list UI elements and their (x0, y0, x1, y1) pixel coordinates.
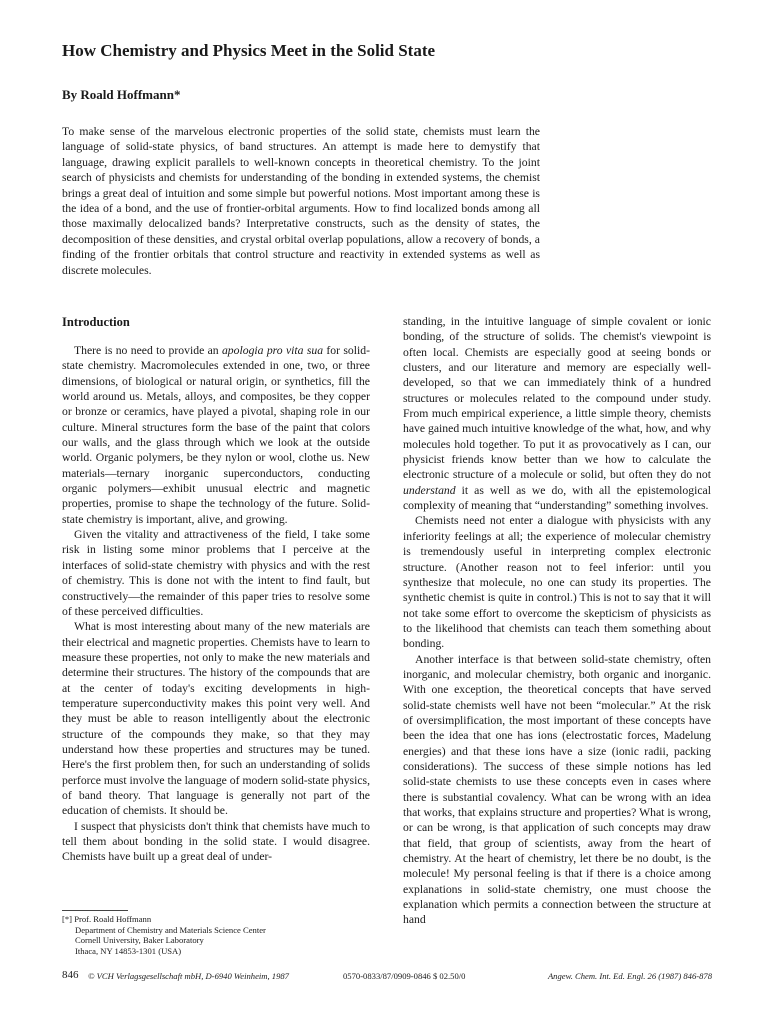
page-number: 846 (62, 969, 79, 981)
footnote-univ: Cornell University, Baker Laboratory (75, 935, 204, 946)
footnote-name-line (62, 914, 382, 925)
article-title: How Chemistry and Physics Meet in the Solid State (62, 41, 436, 60)
paragraph: Another interface is that between solid-state chemistry, often inorganic, and molecular chemistry, both organic and inorganic. With one exception, the theoretical concepts that have served solid-state chemists well have not been “molecular.” At the risk of oversimplification, the most important of these concepts have been the idea that one has ions (electrostatic forces, Madelung energies) and that these ions have a size (ionic radii, packing considerations). The success of these simple notions has led solid-state chemists to use these concepts even in cases where there is substantial covalency. What can be wrong with an idea that works, that explains structure and properties? What is wrong, or can be wrong, is that application of such concepts may draw that field, that group of scientists, away from the heart of chemistry. At the heart of chemistry, let there be no doubt, is the molecule! My personal feeling is that if there is a choice among explanations in solid-state chemistry, one must choose the explanation which permits a connection between the structure at hand (403, 652, 711, 927)
footnote-city: Ithaca, NY 14853-1301 (USA) (75, 945, 182, 956)
italic-phrase: understand (403, 483, 456, 497)
footnote-marker: [*] (62, 914, 73, 924)
text-run: There is no need to provide an (74, 344, 222, 357)
paragraph: I suspect that physicists don't think that chemists have much to tell them about bonding in the solid state. I would disagree. Chemists have built up a great deal of under- (62, 819, 370, 864)
paragraph: Chemists need not enter a dialogue with physicists with any inferiority feelings at all; the experience of molecular chemistry is tremendously useful in interpreting complex electronic structure. (Another reason not to feel inferior: until you synthesize that molecule, no one can study its properties. The synthetic chemist is quite in control.) This is not to say that it will not take some effort to overcome the skepticism of physicists as to the likelihood that chemists can teach them something about bonding. (403, 514, 711, 651)
paragraph: Given the vitality and attractiveness of the field, I take some risk in listing some minor problems that I perceive at the interfaces of solid-state chemistry with physics and with the rest of chemistry. This is done not with the intent to find fault, but constructively—the remainder of this paper tries to resolve some of these perceived difficulties. (62, 528, 370, 618)
footnote-name: Prof. Roald Hoffmann (74, 914, 152, 924)
paragraph (62, 343, 370, 527)
section-heading-introduction: Introduction (62, 315, 130, 329)
author-footnote (62, 914, 382, 956)
author-byline: By Roald Hoffmann* (62, 87, 181, 102)
paragraph: What is most interesting about many of the new materials are their electrical and magnetic properties. Chemists have to learn to measure these properties, not only to make the new materials and determine their structures. The history of the compounds that are at the center of today's exciting developments in high-temperature superconductivity makes this point very well. And they must be able to reason intelligently about the electronic structure of the compounds they make, so that they may understand how these properties and structures may be tuned. Here's the first problem then, for such an understanding of solids perforce must involve the language of modern solid-state physics, of band theory. That language is generally not part of the education of chemists. It should be. (62, 620, 371, 818)
publisher-credit: © VCH Verlagsgesellschaft mbH, D-6940 Weinheim, 1987 (88, 971, 289, 981)
page-footer (62, 971, 712, 985)
right-column (403, 314, 711, 928)
paragraph (403, 314, 711, 513)
footnote-dept: Department of Chemistry and Materials Science Center (75, 924, 266, 935)
text-run: standing, in the intuitive language of simple covalent or ionic bonding, of the structure of solids. The chemist's viewpoint is often local. Chemists are especially good at seeing bonds or clusters, and our literature and memory are especially well-developed, so that we can immediately think of a hundred structures or molecules related to the compound under study. From much empirical experience, a little simple theory, chemists have gained much intuitive knowledge of the what, how, and why molecules hold together. To put it as provocatively as I can, our physicist friends know better than we how to calculate the electronic structure of a molecule or solid, but often they do not (403, 315, 711, 482)
italic-phrase: apologia pro vita sua (221, 344, 324, 357)
left-column (62, 314, 370, 865)
text-run: for solid-state chemistry. Macromolecules extended in one, two, or three dimensions, of biological or natural origin, or synthetics, fill the world around us. Metals, alloys, and composites, be they copper or bronze or ceramics, have played a pivotal, shaping role in our culture. Mineral structures form the base of the paint that colors our walls, and the glass through which we look at the outside world. Organic polymers, be they nylon or wool, clothe us. New materials—ternary inorganic superconductors, conducting organic polymers—exhibit unusual electric and magnetic properties, promise to shape the technology of the future. Solid-state chemistry is important, alive, and growing. (62, 344, 370, 526)
journal-citation: Angew. Chem. Int. Ed. Engl. 26 (1987) 846-878 (547, 971, 712, 981)
text-run: it as well as we do, with all the epistemological complexity of meaning that “understanding” something involves. (403, 483, 711, 513)
footnote-divider (62, 910, 128, 911)
abstract: To make sense of the marvelous electronic properties of the solid state, chemists must learn the language of solid-state physics, of band structures. An attempt is made here to demystify that language, drawing explicit parallels to well-known concepts in theoretical chemistry. To the joint search of physicists and chemists for understanding of the bonding in extended systems, the chemist brings a great deal of intuition and some simple but powerful notions. Most important among these is the idea of a bond, and the use of frontier-orbital arguments. How to find localized bonds among all those maximally delocalized bands? Interpretative constructs, such as the density of states, the decomposition of these densities, and crystal orbital overlap populations, allow a recovery of bonds, a finding of the frontier orbitals that control structure and reactivity in extended systems as well as discrete molecules. (62, 125, 540, 277)
article-code: 0570-0833/87/0909-0846 $ 02.50/0 (343, 971, 466, 981)
